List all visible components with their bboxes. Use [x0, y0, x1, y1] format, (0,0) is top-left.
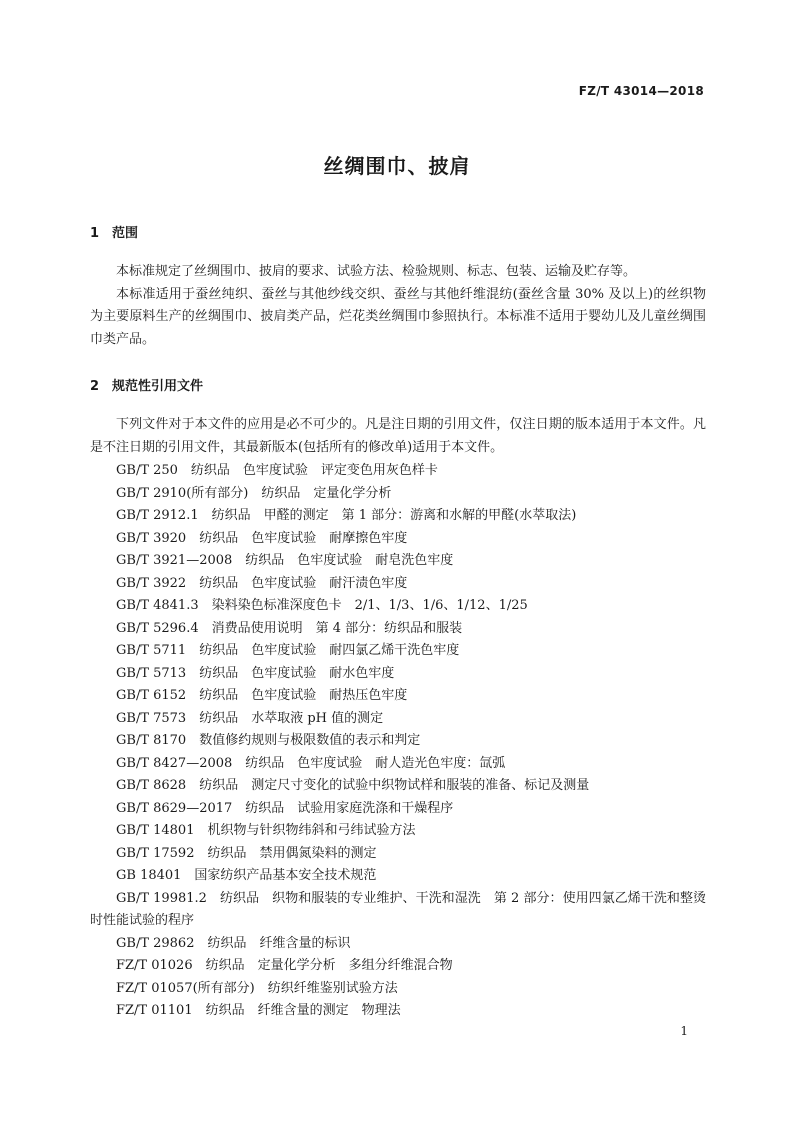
reference-item: GB/T 5713 纺织品 色牢度试验 耐水色牢度 [116, 665, 395, 681]
section-2-intro-text: 下列文件对于本文件的应用是必不可少的。凡是注日期的引用文件，仅注日期的版本适用于本文件。凡是不注日期的引用文件，其最新版本(包括所有的修改单)适用于本文件。 [90, 417, 706, 455]
standard-code: FZ/T 43014—2018 [578, 84, 704, 98]
page-number: 1 [680, 1024, 688, 1038]
reference-item: GB/T 4841.3 染料染色标准深度色卡 2/1、1/3、1/6、1/12、1/25 [116, 598, 528, 613]
section-1-body [90, 261, 706, 351]
reference-item: FZ/T 01057(所有部分) 纺织纤维鉴别试验方法 [116, 980, 398, 996]
reference-item: GB/T 29862 纺织品 纤维含量的标识 [116, 935, 351, 951]
reference-item: GB/T 19981.2 纺织品 织物和服装的专业维护、干洗和湿洗 第 2 部分：使用四氯乙烯干洗和整烫时性能试验的程序 [90, 890, 706, 928]
reference-item: FZ/T 01026 纺织品 定量化学分析 多组分纤维混合物 [116, 958, 453, 973]
section-1-number: 1 [90, 226, 100, 241]
reference-item: GB/T 17592 纺织品 禁用偶氮染料的测定 [116, 845, 377, 861]
section-2-title: 规范性引用文件 [112, 379, 204, 394]
reference-item: GB/T 2912.1 纺织品 甲醛的测定 第 1 部分：游离和水解的甲醛(水萃取法) [116, 508, 577, 523]
reference-item: GB 18401 国家纺织产品基本安全技术规范 [116, 868, 377, 883]
reference-list [90, 460, 706, 1023]
reference-item: GB/T 5296.4 消费品使用说明 第 4 部分：纺织品和服装 [116, 620, 463, 636]
reference-item: GB/T 8170 数值修约规则与极限数值的表示和判定 [116, 733, 421, 748]
reference-item: GB/T 250 纺织品 色牢度试验 评定变色用灰色样卡 [116, 463, 438, 478]
reference-item: GB/T 6152 纺织品 色牢度试验 耐热压色牢度 [116, 688, 408, 703]
reference-item: GB/T 8628 纺织品 测定尺寸变化的试验中织物试样和服装的准备、标记及测量 [116, 778, 590, 793]
section-1-paragraph-2: 本标准适用于蚕丝纯织、蚕丝与其他纱线交织、蚕丝与其他纤维混纺(蚕丝含量 30% 及以上)的丝织物为主要原料生产的丝绸围巾、披肩类产品，烂花类丝绸围巾参照执行。本标准不适用于婴幼儿及儿童丝绸围巾类产品。 [90, 286, 706, 347]
reference-item: GB/T 2910(所有部分) 纺织品 定量化学分析 [116, 485, 392, 501]
document-title: 丝绸围巾、披肩 [323, 154, 471, 178]
reference-item: GB/T 3921—2008 纺织品 色牢度试验 耐皂洗色牢度 [116, 553, 454, 568]
section-2-heading [90, 375, 203, 394]
reference-item: GB/T 5711 纺织品 色牢度试验 耐四氯乙烯干洗色牢度 [116, 643, 460, 658]
section-1-title: 范围 [112, 226, 139, 241]
section-2-number: 2 [90, 379, 100, 394]
reference-item: GB/T 3920 纺织品 色牢度试验 耐摩擦色牢度 [116, 530, 408, 546]
section-1-paragraph-1: 本标准规定了丝绸围巾、披肩的要求、试验方法、检验规则、标志、包装、运输及贮存等。 [116, 264, 637, 279]
reference-item: GB/T 14801 机织物与针织物纬斜和弓纬试验方法 [116, 823, 416, 838]
reference-item: FZ/T 01101 纺织品 纤维含量的测定 物理法 [116, 1003, 401, 1018]
section-1-heading [90, 222, 138, 241]
section-2-intro [90, 414, 706, 459]
reference-item: GB/T 8427—2008 纺织品 色牢度试验 耐人造光色牢度：氙弧 [116, 755, 506, 771]
reference-item: GB/T 7573 纺织品 水萃取液 pH 值的测定 [116, 710, 384, 726]
reference-item: GB/T 3922 纺织品 色牢度试验 耐汗渍色牢度 [116, 575, 408, 591]
reference-item: GB/T 8629—2017 纺织品 试验用家庭洗涤和干燥程序 [116, 800, 454, 816]
